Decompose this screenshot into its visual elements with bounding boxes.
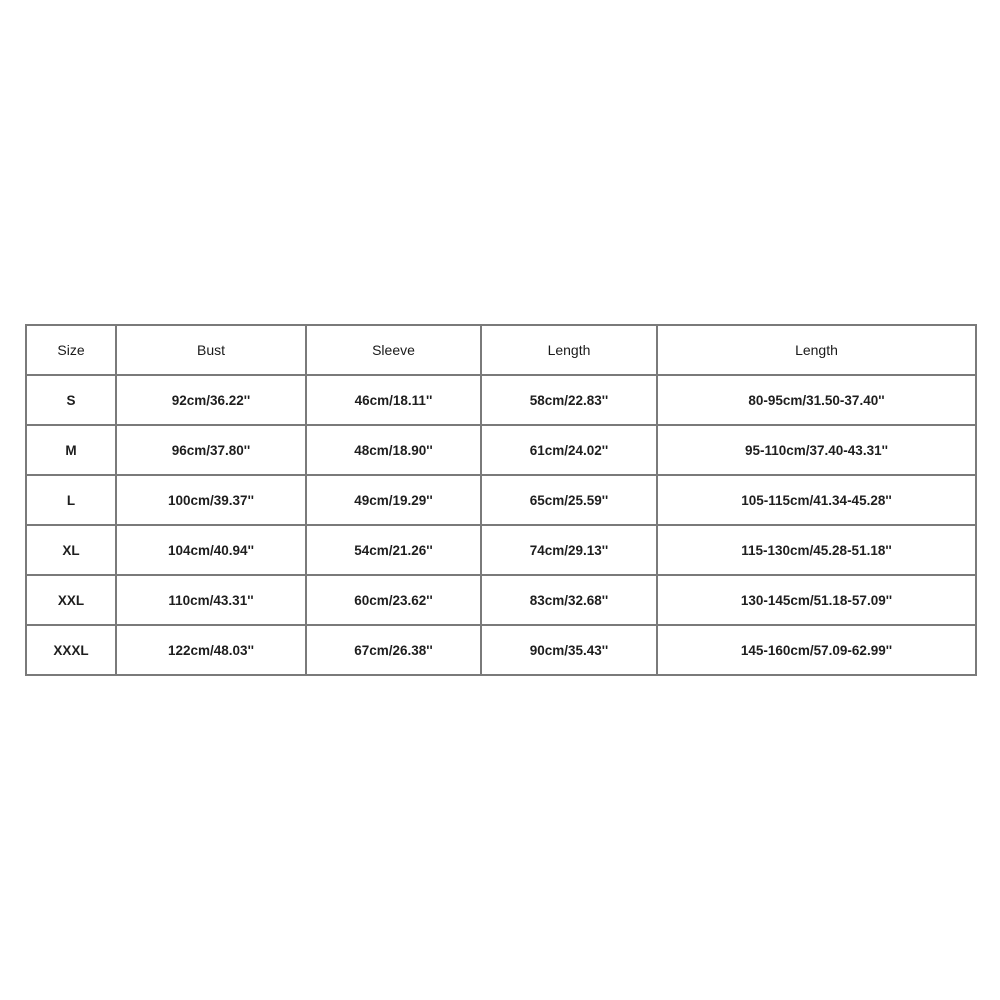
length-2-cell: 95-110cm/37.40-43.31'' [657, 425, 976, 475]
length-cell: 90cm/35.43'' [481, 625, 657, 675]
length-2-cell: 115-130cm/45.28-51.18'' [657, 525, 976, 575]
length-cell: 58cm/22.83'' [481, 375, 657, 425]
bust-cell: 104cm/40.94'' [116, 525, 306, 575]
sleeve-cell: 54cm/21.26'' [306, 525, 481, 575]
sleeve-cell: 67cm/26.38'' [306, 625, 481, 675]
table-row [26, 525, 976, 575]
bust-cell: 92cm/36.22'' [116, 375, 306, 425]
size-cell: XXXL [26, 625, 116, 675]
bust-cell: 110cm/43.31'' [116, 575, 306, 625]
table-header-row [26, 325, 976, 375]
length-cell: 83cm/32.68'' [481, 575, 657, 625]
length-2-cell: 105-115cm/41.34-45.28'' [657, 475, 976, 525]
length-cell: 65cm/25.59'' [481, 475, 657, 525]
bust-cell: 122cm/48.03'' [116, 625, 306, 675]
table-row [26, 575, 976, 625]
length-2-cell: 145-160cm/57.09-62.99'' [657, 625, 976, 675]
table-row [26, 375, 976, 425]
header-sleeve: Sleeve [306, 325, 481, 375]
sleeve-cell: 48cm/18.90'' [306, 425, 481, 475]
table-row [26, 425, 976, 475]
header-bust: Bust [116, 325, 306, 375]
bust-cell: 100cm/39.37'' [116, 475, 306, 525]
table-row [26, 475, 976, 525]
length-2-cell: 130-145cm/51.18-57.09'' [657, 575, 976, 625]
bust-cell: 96cm/37.80'' [116, 425, 306, 475]
sleeve-cell: 49cm/19.29'' [306, 475, 481, 525]
header-length: Length [481, 325, 657, 375]
size-cell: L [26, 475, 116, 525]
size-cell: M [26, 425, 116, 475]
header-length-2: Length [657, 325, 976, 375]
size-chart-table [25, 324, 977, 676]
header-size: Size [26, 325, 116, 375]
size-cell: S [26, 375, 116, 425]
size-cell: XXL [26, 575, 116, 625]
length-2-cell: 80-95cm/31.50-37.40'' [657, 375, 976, 425]
sleeve-cell: 60cm/23.62'' [306, 575, 481, 625]
table-row [26, 625, 976, 675]
length-cell: 61cm/24.02'' [481, 425, 657, 475]
length-cell: 74cm/29.13'' [481, 525, 657, 575]
size-cell: XL [26, 525, 116, 575]
sleeve-cell: 46cm/18.11'' [306, 375, 481, 425]
